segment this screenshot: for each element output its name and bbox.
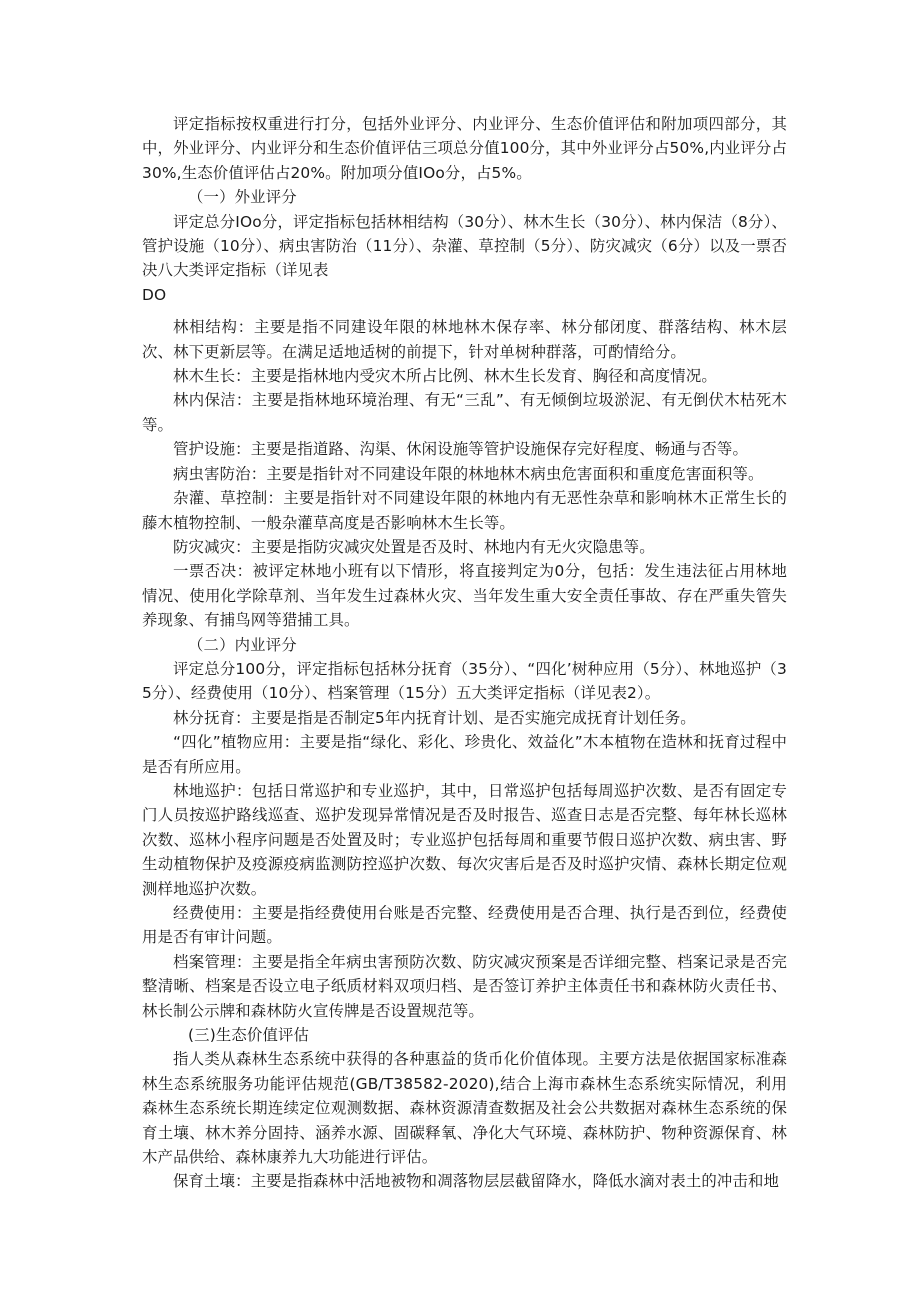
funding-usage-paragraph: 经费使用：主要是指经费使用台账是否完整、经费使用是否合理、执行是否到位，经费使用是否有审计问题。	[142, 904, 787, 947]
section-heading-ecological-value: (三)生态价值评估	[188, 1026, 310, 1045]
internal-scoring-overview-paragraph: 评定总分100分，评定指标包括林分抚育（35分）、“四化’树种应用（5分）、林地巡护（35分）、经费使用（10分）、档案管理（15分）五大类评定指标（详见表2）。	[142, 659, 787, 703]
disaster-prevention-paragraph: 防灾减灾：主要是指防灾减灾处置是否及时、林地内有无火灾隐患等。	[173, 537, 655, 556]
archive-management-paragraph: 档案管理：主要是指全年病虫害预防次数、防灾减灾预案是否详细完整、档案记录是否完整清晰、档案是否设立电子纸质材料双项归档、是否签订养护主体责任书和森林防火责任书、林长制公示牌和森林防火宣传牌是否设置规范等。	[142, 952, 787, 1020]
intro-paragraph: 评定指标按权重进行打分，包括外业评分、内业评分、生态价值评估和附加项四部分，其中，外业评分、内业评分和生态价值评估三项总分值100分，其中外业评分占50%,内业评分占30%,生态价值评估占20%。附加项分值IOo分，占5%。	[142, 115, 787, 182]
soil-conservation-paragraph: 保育土壤：主要是指森林中活地被物和凋落物层层截留降水，降低水滴对表土的冲击和地	[173, 1172, 780, 1191]
one-vote-veto-paragraph: 一票否决：被评定林地小班有以下情形，将直接判定为0分，包括：发生违法征占用林地情况、使用化学除草剂、当年发生过森林火灾、当年发生重大安全责任事故、存在严重失管失养现象、有捕鸟网等猎捕工具。	[142, 562, 787, 630]
field-scoring-overview-paragraph: 评定总分IOo分，评定指标包括林相结构（30分）、林木生长（30分）、林内保洁（8分）、管护设施（10分）、病虫害防治（11分）、杂灌、草控制（5分）、防灾减灾（6分）以及一票否决八大类评定指标（详见表	[142, 212, 787, 280]
ecological-value-paragraph: 指人类从森林生态系统中获得的各种惠益的货币化价值体现。主要方法是依据国家标准森林生态系统服务功能评估规范(GB/T38582-2020),结合上海市森林生态系统实际情况，利用森林生态系统长期连续定位观测数据、森林资源清查数据及社会公共数据对森林生态系统的保育土壤、林木养分固持、涵养水源、固碳释氧、净化大气环境、森林防护、物种资源保育、林木产品供给、森林康养九大功能进行评估。	[142, 1050, 787, 1167]
section-heading-field-scoring: （一）外业评分	[188, 188, 297, 207]
document-page	[142, 112, 787, 1194]
shrub-weed-control-paragraph: 杂灌、草控制：主要是指针对不同建设年限的林地内有无恶性杂草和影响林木正常生长的藤木植物控制、一般杂灌草高度是否影响林木生长等。	[142, 489, 787, 532]
stand-structure-paragraph: 林相结构：主要是指不同建设年限的林地林木保存率、林分郁闭度、群落结构、林木层次、林下更新层等。在满足适地适树的前提下，针对单树种群落，可酌情给分。	[142, 318, 787, 361]
pest-control-paragraph: 病虫害防治：主要是指针对不同建设年限的林地林木病虫危害面积和重度危害面积等。	[173, 464, 764, 483]
forest-cleaning-paragraph: 林内保洁：主要是指林地环境治理、有无“三乱”、有无倾倒垃圾淤泥、有无倒伏木枯死木等。	[142, 391, 787, 434]
four-modernizations-paragraph: “四化”植物应用：主要是指“绿化、彩化、珍贵化、效益化”木本植物在造林和抚育过程中是否有所应用。	[142, 733, 787, 776]
management-facilities-paragraph: 管护设施：主要是指道路、沟渠、休闲设施等管护设施保存完好程度、畅通与否等。	[173, 440, 749, 459]
forest-patrol-paragraph: 林地巡护：包括日常巡护和专业巡护，其中，日常巡护包括每周巡护次数、是否有固定专门人员按巡护路线巡查、巡护发现异常情况是否及时报告、巡查日志是否完整、每年林长巡林次数、巡林小程序问题是否处置及时；专业巡护包括每周和重要节假日巡护次数、病虫害、野生动植物保护及疫源疫病监测防控巡护次数、每次灾害后是否及时巡护灾情、森林长期定位观测样地巡护次数。	[142, 781, 787, 898]
section-heading-internal-scoring: （二）内业评分	[188, 635, 297, 654]
tree-growth-paragraph: 林木生长：主要是指林地内受灾木所占比例、林木生长发育、胸径和高度情况。	[173, 367, 717, 386]
table-reference-fragment: DO	[142, 285, 167, 304]
stand-tending-paragraph: 林分抚育：主要是指是否制定5年内抚育计划、是否实施完成抚育计划任务。	[173, 708, 696, 727]
